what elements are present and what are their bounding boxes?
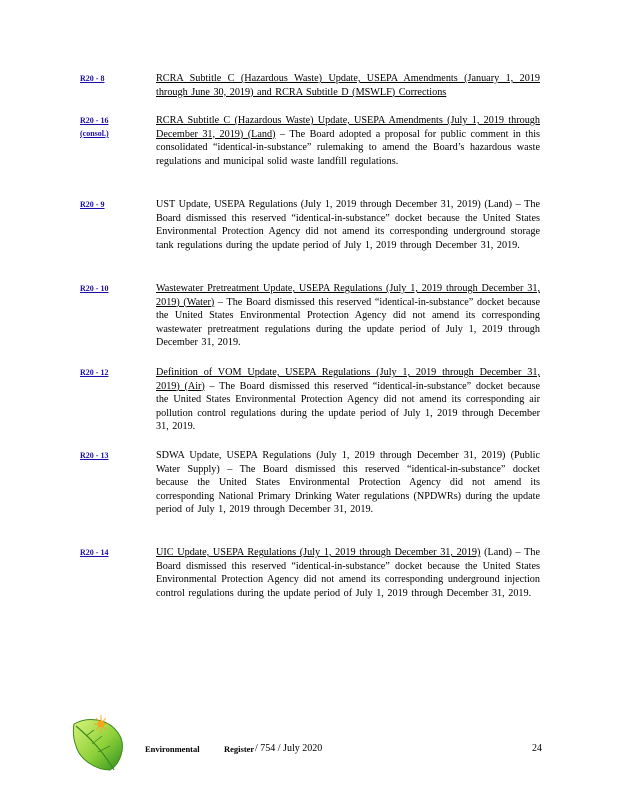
page-footer — [0, 744, 618, 764]
footer-register-label: Register — [224, 744, 255, 754]
docket-link[interactable]: R20 - 13 — [80, 451, 109, 460]
entry-title: RCRA Subtitle C (Hazardous Waste) Update, USEPA Amendments (January 1, 2019 through June 30, 2019) and RCRA Subtitle D (MSWLF) Corrections — [156, 73, 540, 98]
entry-body: – The Board dismissed this reserved “identical-in-substance” docket because the United States Environmental Protection Agency did not amend its corresponding air pollution control regulations during the update period of July 1, 2019 through December 31, 2019. — [156, 380, 540, 433]
docket-link[interactable]: R20 - 12 — [80, 368, 109, 377]
entry-text — [156, 114, 540, 168]
entry-text — [156, 366, 540, 434]
docket-link[interactable]: R20 - 14 — [80, 548, 109, 557]
entry-title: Wastewater Pretreatment Update, USEPA Regulations (July 1, 2019 through December 31, 2019) (Water) — [156, 283, 540, 308]
footer-issue: / 754 / July 2020 — [255, 743, 323, 754]
entry-body: SDWA Update, USEPA Regulations (July 1, 2019 through December 31, 2019) (Public Water Supply) – The Board dismissed this reserved “identical-in-substance” docket because the United States Environmental Protection Agency did not amend its corresponding National Primary Drinking Water regulations (NPDWRs) during the update period of July 1, 2019 through December 31, 2019. — [156, 450, 540, 516]
entry-title: Definition of VOM Update, USEPA Regulations (July 1, 2019 through December 31, 2019) (Air) — [156, 367, 540, 392]
page-number: 24 — [532, 743, 542, 754]
entry-text — [156, 72, 540, 99]
entry-body: – The Board dismissed this reserved “identical-in-substance” docket because the United States Environmental Protection Agency did not amend its corresponding wastewater pretreatment regulations during the update period of July 1, 2019 through December 31, 2019. — [156, 296, 540, 349]
entry-text — [156, 282, 540, 350]
entry-text — [156, 449, 540, 517]
footer-publication-title: Environmental — [145, 744, 200, 754]
docket-link[interactable]: R20 - 16 (consol.) — [80, 116, 109, 138]
entry-body: UST Update, USEPA Regulations (July 1, 2019 through December 31, 2019) (Land) – The Board dismissed this reserved “identical-in-substance” docket because the United States Environmental Protection Agency did not amend its corresponding underground storage tank regulations during the update period of July 1, 2019 through December 31, 2019. — [156, 199, 540, 251]
entry-text — [156, 546, 540, 600]
docket-link[interactable]: R20 - 9 — [80, 200, 105, 209]
entry-text — [156, 198, 540, 252]
entry-body: (Land) – The Board dismissed this reserved “identical-in-substance” docket because the United States Environmental Protection Agency did not amend its corresponding underground injection control regulations during the update period of July 1, 2019 through December 31, 2019. — [156, 547, 540, 599]
docket-link[interactable]: R20 - 10 — [80, 284, 109, 293]
entry-title: RCRA Subtitle C (Hazardous Waste) Update, USEPA Amendments (July 1, 2019 through December 31, 2019) (Land) — [156, 115, 540, 140]
entry-body: – The Board adopted a proposal for public comment in this consolidated “identical-in-substance” rulemaking to amend the Board’s hazardous waste regulations and municipal solid waste landfill regulations. — [156, 128, 540, 167]
entry-title: UIC Update, USEPA Regulations (July 1, 2019 through December 31, 2019) — [156, 547, 481, 558]
docket-link[interactable]: R20 - 8 — [80, 74, 105, 83]
